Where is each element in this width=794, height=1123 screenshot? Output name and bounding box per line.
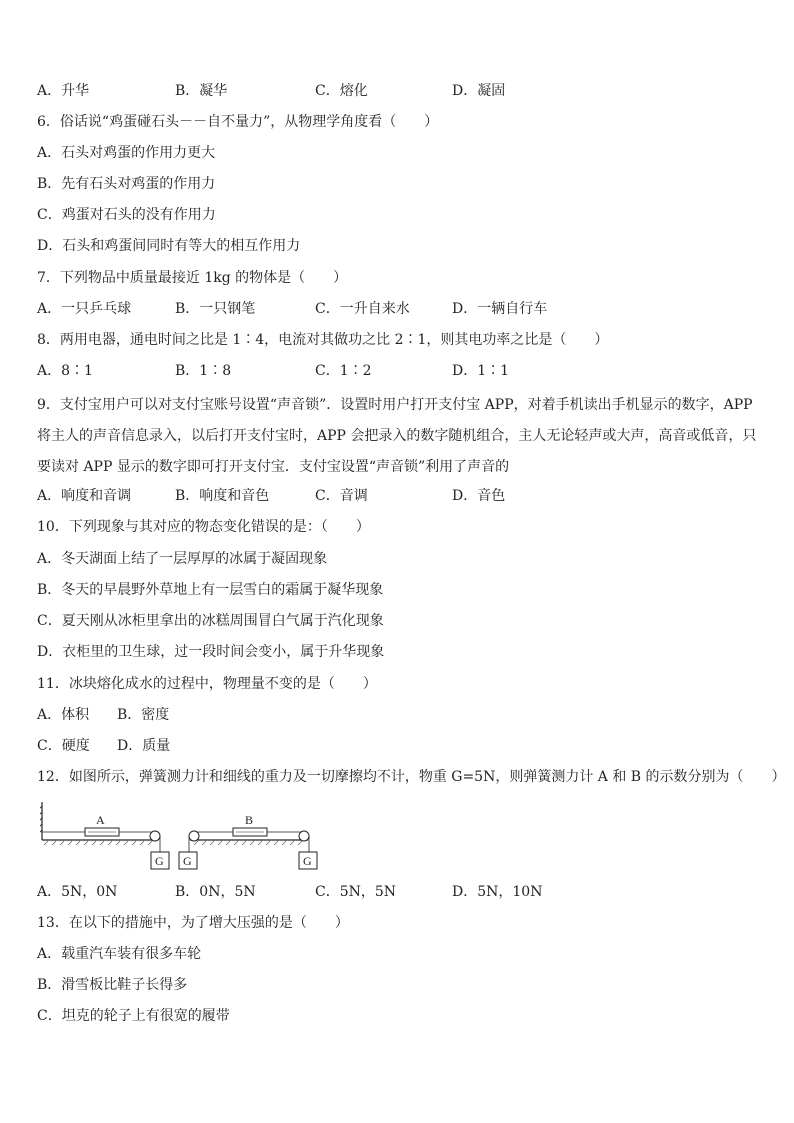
q9-option-b: B．响度和音色 bbox=[175, 488, 270, 504]
q9-option-c: C．音调 bbox=[315, 488, 368, 504]
q10-stem: 10．下列现象与其对应的物态变化错误的是：（ ） bbox=[37, 519, 370, 535]
q7-option-d: D．一辆自行车 bbox=[452, 301, 548, 317]
q7-options bbox=[37, 299, 757, 319]
weight-b-left-label: G bbox=[183, 854, 192, 868]
q11-option-d: D．质量 bbox=[117, 738, 171, 754]
q10-option-c: C．夏天刚从冰柜里拿出的冰糕周围冒白气属于汽化现象 bbox=[37, 613, 384, 629]
q9-option-d: D．音色 bbox=[452, 488, 506, 504]
q12-option-c: C．5N，5N bbox=[315, 884, 397, 900]
q6-option-c: C．鸡蛋对石头的没有作用力 bbox=[37, 207, 216, 223]
q11-option-c: C．硬度 bbox=[37, 738, 90, 754]
q8-stem: 8．两用电器，通电时间之比是 1∶4，电流对其做功之比 2∶1，则其电功率之比是（ ） bbox=[37, 332, 609, 348]
q5-option-d: D．凝固 bbox=[452, 83, 506, 99]
q10-option-d: D．衣柜里的卫生球，过一段时间会变小，属于升华现象 bbox=[37, 644, 385, 660]
setup-a bbox=[40, 802, 169, 869]
table-hatching-b bbox=[194, 841, 302, 845]
q13-stem: 13．在以下的措施中，为了增大压强的是（ ） bbox=[37, 915, 349, 931]
weight-b-right-label: G bbox=[303, 854, 312, 868]
setup-b bbox=[179, 813, 317, 869]
q12-options bbox=[37, 882, 757, 902]
q9-stem: 9．支付宝用户可以对支付宝账号设置“声音锁”．设置时用户打开支付宝 APP，对着手机读出手机显示的数字，APP 将主人的声音信息录入，以后打开支付宝时，APP 会把录入的数字随机组合，主人无论轻声或大声，高音或低音，只要读对 APP 显示的数字即可打开支付宝．支付宝设置“声音锁”利用了声音的 bbox=[37, 397, 757, 475]
q13-option-b: B．滑雪板比鞋子长得多 bbox=[37, 977, 188, 993]
q7-option-a: A．一只乒乓球 bbox=[37, 301, 132, 317]
q12-option-d: D．5N，10N bbox=[452, 884, 543, 900]
q7-option-c: C．一升自来水 bbox=[315, 301, 410, 317]
q11-option-b: B．密度 bbox=[117, 707, 170, 723]
q6-option-d: D．石头和鸡蛋间同时有等大的相互作用力 bbox=[37, 238, 301, 254]
q5-option-b: B．凝华 bbox=[175, 83, 228, 99]
q5-option-a: A．升华 bbox=[37, 83, 90, 99]
q9-option-a: A．响度和音调 bbox=[37, 488, 132, 504]
q8-options bbox=[37, 361, 757, 381]
spring-scale-diagram bbox=[40, 800, 340, 872]
q10-option-b: B．冬天的早晨野外草地上有一层雪白的霜属于凝华现象 bbox=[37, 582, 384, 598]
q11-options-row2 bbox=[37, 736, 757, 756]
q13-option-a: A．载重汽车装有很多车轮 bbox=[37, 946, 202, 962]
q5-options bbox=[37, 81, 757, 101]
q8-option-d: D．1∶1 bbox=[452, 363, 510, 379]
q12-option-b: B．0N，5N bbox=[175, 884, 256, 900]
q7-option-b: B．一只钢笔 bbox=[175, 301, 256, 317]
pulley-b-right bbox=[299, 831, 309, 841]
weight-a-label: G bbox=[155, 854, 164, 868]
q8-option-a: A．8∶1 bbox=[37, 363, 93, 379]
pulley-b-left bbox=[189, 831, 199, 841]
q6-option-a: A．石头对鸡蛋的作用力更大 bbox=[37, 145, 216, 161]
q9-options bbox=[37, 486, 757, 506]
q12-stem: 12．如图所示，弹簧测力计和细线的重力及一切摩擦均不计，物重 G=5N，则弹簧测力计 A 和 B 的示数分别为（ ） bbox=[37, 769, 786, 785]
q10-option-a: A．冬天湖面上结了一层厚厚的冰属于凝固现象 bbox=[37, 551, 328, 567]
pulley-a bbox=[150, 831, 160, 841]
q8-option-c: C．1∶2 bbox=[315, 363, 372, 379]
q11-stem: 11．冰块熔化成水的过程中，物理量不变的是（ ） bbox=[37, 676, 377, 692]
q6-stem: 6．俗话说“鸡蛋碰石头－－自不量力”，从物理学角度看（ ） bbox=[37, 114, 439, 130]
scale-b-label: B bbox=[245, 813, 254, 827]
q8-option-b: B．1∶8 bbox=[175, 363, 232, 379]
q6-option-b: B．先有石头对鸡蛋的作用力 bbox=[37, 176, 216, 192]
q12-option-a: A．5N，0N bbox=[37, 884, 118, 900]
q5-option-c: C．熔化 bbox=[315, 83, 368, 99]
q11-options-row1 bbox=[37, 705, 757, 725]
q13-option-c: C．坦克的轮子上有很宽的履带 bbox=[37, 1008, 230, 1024]
q7-stem: 7．下列物品中质量最接近 1kg 的物体是（ ） bbox=[37, 270, 348, 286]
scale-a-label: A bbox=[96, 813, 105, 827]
table-hatching-a bbox=[44, 841, 152, 845]
q12-figure bbox=[40, 800, 340, 872]
q11-option-a: A．体积 bbox=[37, 707, 90, 723]
